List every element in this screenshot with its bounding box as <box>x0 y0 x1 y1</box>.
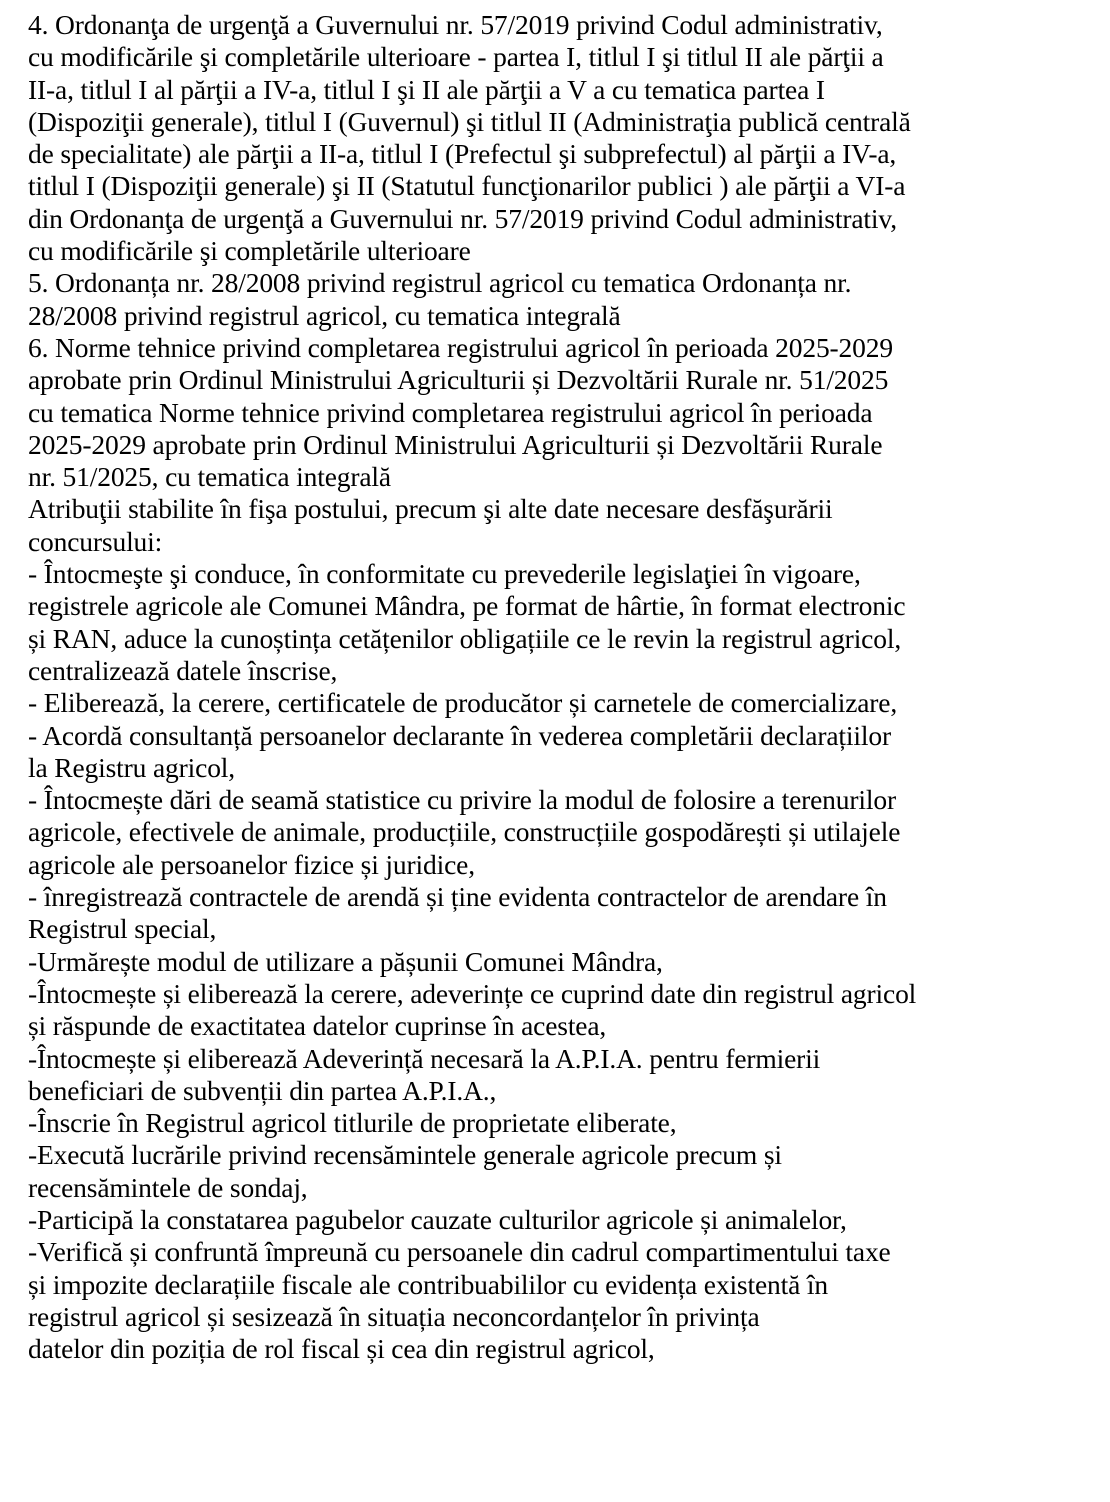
text-line: recensămintele de sondaj, <box>28 1171 308 1203</box>
text-line: beneficiari de subvenții din partea A.P.I.A., <box>28 1074 497 1106</box>
text-line: și RAN, aduce la cunoștința cetățenilor obligațiile ce le revin la registrul agricol, <box>28 622 902 654</box>
text-line: - Întocmeşte şi conduce, în conformitate cu prevederile legislaţiei în vigoare, <box>28 558 861 590</box>
text-line: -Execută lucrările privind recensămintele generale agricole precum și <box>28 1139 782 1171</box>
text-line: -Înscrie în Registrul agricol titlurile de proprietate eliberate, <box>28 1107 677 1139</box>
text-line: - înregistrează contractele de arendă și ține evidenta contractelor de arendare în <box>28 881 887 913</box>
text-line: -Verifică și confruntă împreună cu persoanele din cadrul compartimentului taxe <box>28 1236 891 1268</box>
text-line: (Dispoziţii generale), titlul I (Guvernul) şi titlul II (Administraţia publică centrală <box>28 105 911 137</box>
duties-heading <box>28 493 1098 558</box>
text-line: aprobate prin Ordinul Ministrului Agriculturii și Dezvoltării Rurale nr. 51/2025 <box>28 364 889 396</box>
text-line: - Eliberează, la cerere, certificatele de producător și carnetele de comercializare, <box>28 687 898 719</box>
duty-item <box>28 1236 1098 1365</box>
text-line: cu modificările şi completările ulterioare <box>28 235 471 267</box>
duty-item <box>28 978 1098 1043</box>
text-line: titlul I (Dispoziţii generale) şi II (Statutul funcţionarilor publici ) ale părţii a VI-a <box>28 170 906 202</box>
text-line: la Registru agricol, <box>28 751 236 783</box>
bibliography-item-5 <box>28 267 1098 332</box>
duty-item <box>28 946 1098 978</box>
text-line: nr. 51/2025, cu tematica integrală <box>28 461 391 493</box>
duty-item <box>28 558 1098 687</box>
duty-item <box>28 720 1098 785</box>
text-line: cu tematica Norme tehnice privind completarea registrului agricol în perioada <box>28 396 873 428</box>
duty-item <box>28 1107 1098 1139</box>
text-line: II-a, titlul I al părţii a IV-a, titlul I şi II ale părţii a V a cu tematica partea I <box>28 73 825 105</box>
text-line: și răspunde de exactitatea datelor cuprinse în acestea, <box>28 1010 607 1042</box>
text-line: -Participă la constatarea pagubelor cauzate culturilor agricole și animalelor, <box>28 1203 847 1235</box>
text-line: registrul agricol și sesizează în situația neconcordanțelor în privința <box>28 1300 760 1332</box>
text-line: Atribuţii stabilite în fişa postului, precum şi alte date necesare desfăşurării <box>28 493 833 525</box>
duty-item <box>28 687 1098 719</box>
text-line: 6. Norme tehnice privind completarea registrului agricol în perioada 2025-2029 <box>28 331 893 363</box>
text-line: 2025-2029 aprobate prin Ordinul Ministrului Agriculturii și Dezvoltării Rurale <box>28 428 883 460</box>
text-line: 28/2008 privind registrul agricol, cu tematica integrală <box>28 299 621 331</box>
text-line: 4. Ordonanţa de urgenţă a Guvernului nr. 57/2019 privind Codul administrativ, <box>28 9 883 40</box>
text-line: de specialitate) ale părţii a II-a, titlul I (Prefectul şi subprefectul) al părţii a IV-a, <box>28 138 897 170</box>
text-line: 5. Ordonanța nr. 28/2008 privind registrul agricol cu tematica Ordonanța nr. <box>28 267 852 299</box>
duty-item <box>28 1204 1098 1236</box>
duty-item <box>28 1139 1098 1204</box>
text-line: registrele agricole ale Comunei Mândra, pe format de hârtie, în format electronic <box>28 590 906 622</box>
duty-item <box>28 1043 1098 1108</box>
text-line: agricole ale persoanelor fizice și juridice, <box>28 848 475 880</box>
document-page <box>28 9 1098 1365</box>
text-line: -Urmărește modul de utilizare a pășunii Comunei Mândra, <box>28 945 663 977</box>
text-line: -Întocmește și eliberează Adeverință necesară la A.P.I.A. pentru fermierii <box>28 1042 821 1074</box>
text-line: Registrul special, <box>28 913 217 945</box>
text-line: din Ordonanţa de urgenţă a Guvernului nr. 57/2019 privind Codul administrativ, <box>28 202 897 234</box>
text-line: - Întocmește dări de seamă statistice cu privire la modul de folosire a terenurilor <box>28 784 896 816</box>
text-line: centralizează datele înscrise, <box>28 654 338 686</box>
bibliography-item-6 <box>28 332 1098 493</box>
bibliography-item-4 <box>28 9 1098 267</box>
text-line: cu modificările şi completările ulterioare - partea I, titlul I şi titlul II ale părţii a <box>28 41 884 73</box>
text-line: -Întocmește și eliberează la cerere, adeverințe ce cuprind date din registrul agricol <box>28 977 917 1009</box>
text-line: datelor din poziția de rol fiscal și cea din registrul agricol, <box>28 1333 655 1365</box>
duty-item <box>28 784 1098 881</box>
text-line: - Acordă consultanță persoanelor declarante în vederea completării declarațiilor <box>28 719 891 751</box>
duty-item <box>28 881 1098 946</box>
text-line: concursului: <box>28 525 163 557</box>
text-line: și impozite declarațiile fiscale ale contribuabililor cu evidența existentă în <box>28 1268 828 1300</box>
text-line: agricole, efectivele de animale, producțiile, construcțiile gospodărești și utilajele <box>28 816 901 848</box>
